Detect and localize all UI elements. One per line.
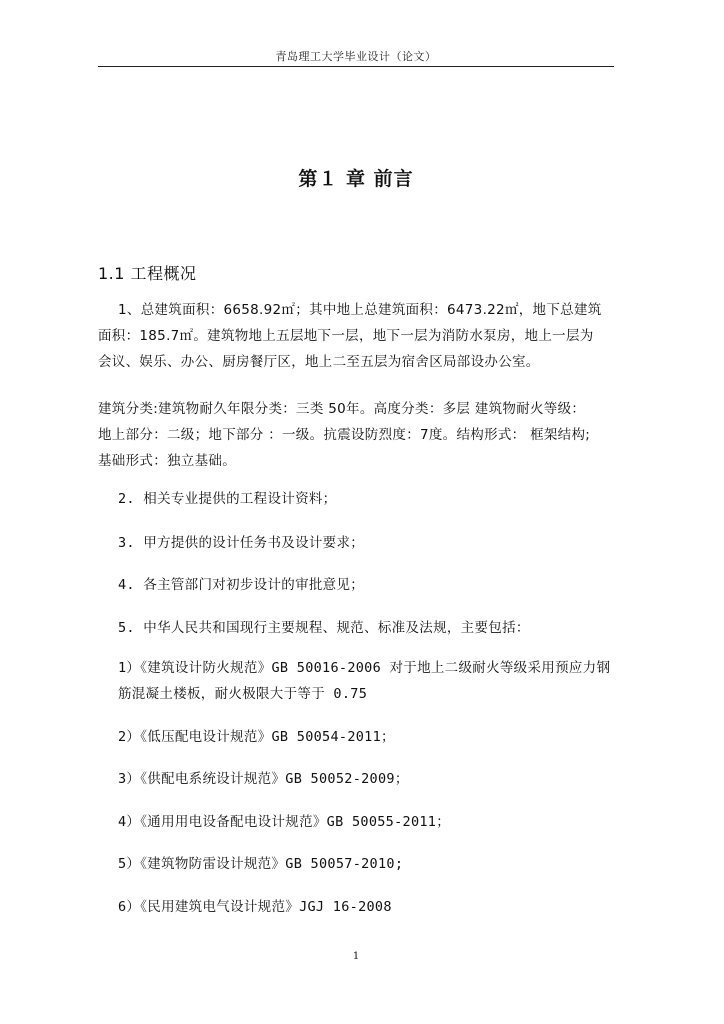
paragraph-building-area [98,297,624,375]
list-item: 4. 各主管部门对初步设计的审批意见； [118,577,365,593]
standard-item: 3）《供配电系统设计规范》GB 50052-2009； [118,771,409,787]
standard-item [118,655,628,707]
list-item: 3. 甲方提供的设计任务书及设计要求； [118,535,365,551]
paragraph-line: 建筑分类:建筑物耐久年限分类：三类 50年。高度分类：多层 建筑物耐火等级： [98,401,586,417]
page-header [98,50,614,67]
paragraph-line: 面积：185.7㎡。建筑物地上五层地下一层，地下一层为消防水泵房，地上一层为 [98,328,594,344]
page-number: 1 [352,951,360,962]
paragraph-line: 1、总建筑面积：6658.92㎡；其中地上总建筑面积：6473.22㎡，地下总建筑 [118,302,602,318]
paragraph-classification [98,396,624,474]
standard-line: 1）《建筑设计防火规范》GB 50016-2006 对于地上二级耐火等级采用预应力钢 [118,660,611,676]
paragraph-line: 基础形式：独立基础。 [98,453,236,469]
standard-line: 筋混凝土楼板，耐火极限大于等于 0.75 [118,686,368,702]
list-item: 5. 中华人民共和国现行主要规程、规范、标准及法规，主要包括： [118,620,530,636]
list-item: 2. 相关专业提供的工程设计资料； [118,491,337,507]
standard-item: 2）《低压配电设计规范》GB 50054-2011； [118,729,395,745]
standard-item: 5）《建筑物防雷设计规范》GB 50057-2010; [118,856,404,872]
standard-item: 6）《民用建筑电气设计规范》JGJ 16-2008 [118,899,392,915]
standard-item: 4）《通用用电设备配电设计规范》GB 50055-2011； [118,814,451,830]
header-title: 青岛理工大学毕业设计（论文） [275,50,437,63]
chapter-title: 第１ 章 前言 [298,168,414,190]
section-title: 1.1 工程概况 [98,264,197,283]
paragraph-line: 会议、娱乐、办公、厨房餐厅区，地上二至五层为宿舍区局部设办公室。 [98,354,540,370]
paragraph-line: 地上部分：二级；地下部分 ：一级。抗震设防烈度：7度。结构形式： 框架结构; [98,427,591,443]
